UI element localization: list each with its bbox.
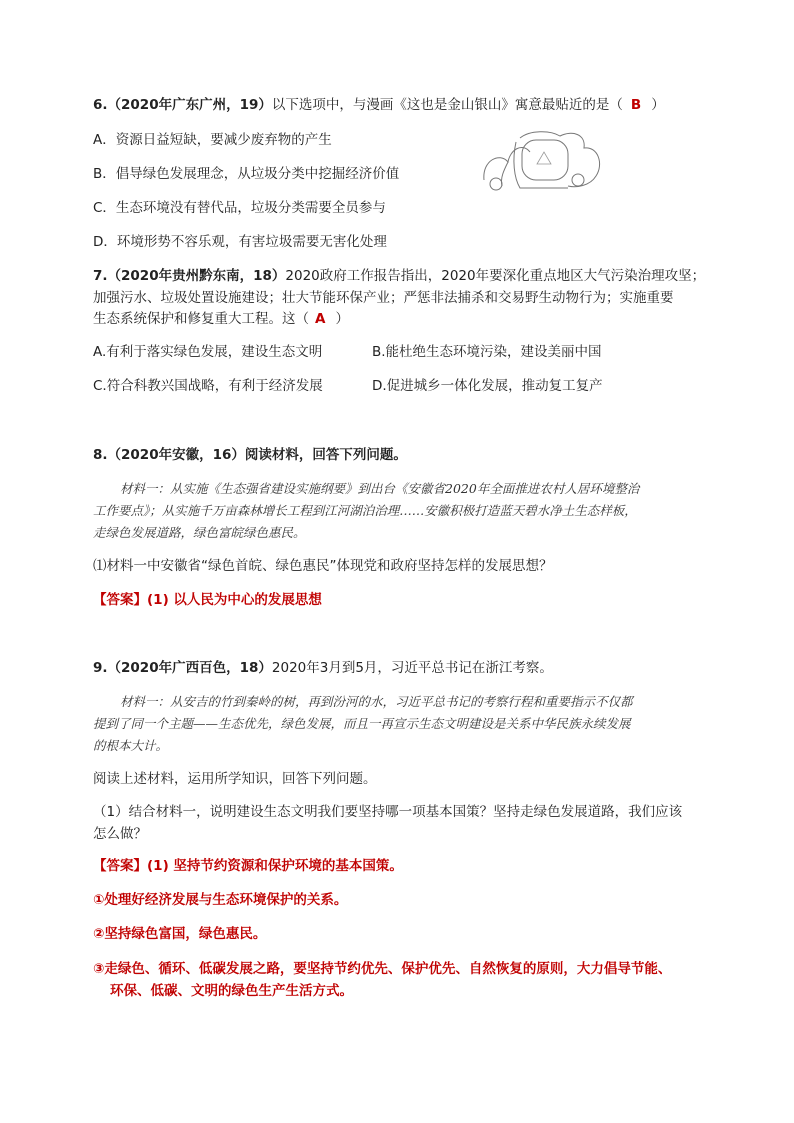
q7-option-c: C.符合科教兴国战略，有利于经济发展	[93, 378, 323, 394]
q9-stem	[93, 659, 553, 677]
q8-answer-text: (1) 以人民为中心的发展思想	[147, 592, 322, 608]
q9-answer-1: ①处理好经济发展与生态环境保护的关系。	[93, 892, 348, 908]
q8-material-line1: 材料一：从实施《生态强省建设实施纲要》到出台《安徽省2020年全面推进农村人居环境整治	[120, 481, 640, 496]
q9-answer-head-text: (1) 坚持节约资源和保护环境的基本国策。	[147, 858, 403, 874]
q6-option-d: D．环境形势不容乐观，有害垃圾需要无害化处理	[93, 234, 387, 250]
q7-stem-line1	[93, 267, 705, 285]
q8-question: ⑴材料一中安徽省“绿色首皖、绿色惠民”体现党和政府坚持怎样的发展思想？	[93, 558, 553, 574]
q7-option-b: B.能杜绝生态环境污染，建设美丽中国	[372, 344, 602, 360]
q7-answer: A	[315, 311, 326, 327]
q9-stem-head: 9.（2020年广西百色，18）	[93, 660, 272, 676]
q7-stem-head: 7.（2020年贵州黔东南，18）	[93, 268, 286, 284]
q9-question-line1: （1）结合材料一，说明建设生态文明我们要坚持哪一项基本国策？坚持走绿色发展道路，我们应该	[93, 804, 683, 820]
q9-answer-3-line1: ③走绿色、循环、低碳发展之路，要坚持节约优先、保护优先、自然恢复的原则，大力倡导节能、	[93, 961, 672, 977]
q6-stem	[93, 96, 665, 114]
q6-option-a: A．资源日益短缺，要减少废弃物的产生	[93, 132, 332, 148]
q7-stem-close: ）	[335, 311, 349, 327]
q8-stem: 8.（2020年安徽，16）阅读材料，回答下列问题。	[93, 447, 407, 463]
q6-answer: B	[630, 97, 642, 113]
q9-material-line1: 材料一：从安吉的竹到秦岭的树，再到汾河的水，习近平总书记的考察行程和重要指示不仅都	[120, 694, 633, 709]
q9-answer-label: 【答案】	[93, 858, 147, 874]
q9-answer-2: ②坚持绿色富国，绿色惠民。	[93, 926, 267, 942]
q9-material-line2: 提到了同一个主题——生态优先，绿色发展，而且一再宣示生态文明建设是关系中华民族永续发展	[93, 716, 631, 731]
q6-stem-close: ）	[651, 97, 665, 113]
q9-answer-3-line2: 环保、低碳、文明的绿色生产生活方式。	[110, 983, 353, 999]
q8-answer	[93, 591, 322, 609]
q7-stem-line1-text: 2020政府工作报告指出，2020年要深化重点地区大气污染治理攻坚；	[285, 268, 706, 284]
q9-answer-head	[93, 857, 403, 875]
q7-option-d: D.促进城乡一体化发展，推动复工复产	[372, 378, 603, 394]
q8-material-line2: 工作要点》；从实施千万亩森林增长工程到江河湖泊治理……安徽积极打造蓝天碧水净土生态样板，	[93, 503, 637, 518]
q7-stem-line3	[93, 310, 349, 328]
q8-material-line3: 走绿色发展道路，绿色富皖绿色惠民。	[93, 525, 306, 540]
q9-stem-body: 2020年3月到5月，习近平总书记在浙江考察。	[271, 660, 553, 676]
q7-option-a: A.有利于落实绿色发展，建设生态文明	[93, 344, 323, 360]
q6-option-c: C．生态环境没有替代品，垃圾分类需要全员参与	[93, 200, 386, 216]
cartoon-illustration	[480, 130, 608, 196]
q7-stem-line3-text: 生态系统保护和修复重大工程。这（	[93, 311, 309, 327]
q6-option-b: B．倡导绿色发展理念，从垃圾分类中挖掘经济价值	[93, 166, 400, 182]
q7-stem-line2: 加强污水、垃圾处置设施建设；壮大节能环保产业；严惩非法捕杀和交易野生动物行为；实施重要	[93, 290, 674, 306]
q6-stem-body: 以下选项中，与漫画《这也是金山银山》寓意最贴近的是（	[271, 97, 623, 113]
q6-stem-head: 6.（2020年广东广州，19）	[93, 97, 272, 113]
q8-answer-label: 【答案】	[93, 592, 147, 608]
q9-question-line2: 怎么做？	[93, 826, 147, 842]
q9-material-line3: 的根本大计。	[93, 738, 169, 753]
q9-instruction: 阅读上述材料，运用所学知识，回答下列问题。	[93, 771, 377, 787]
